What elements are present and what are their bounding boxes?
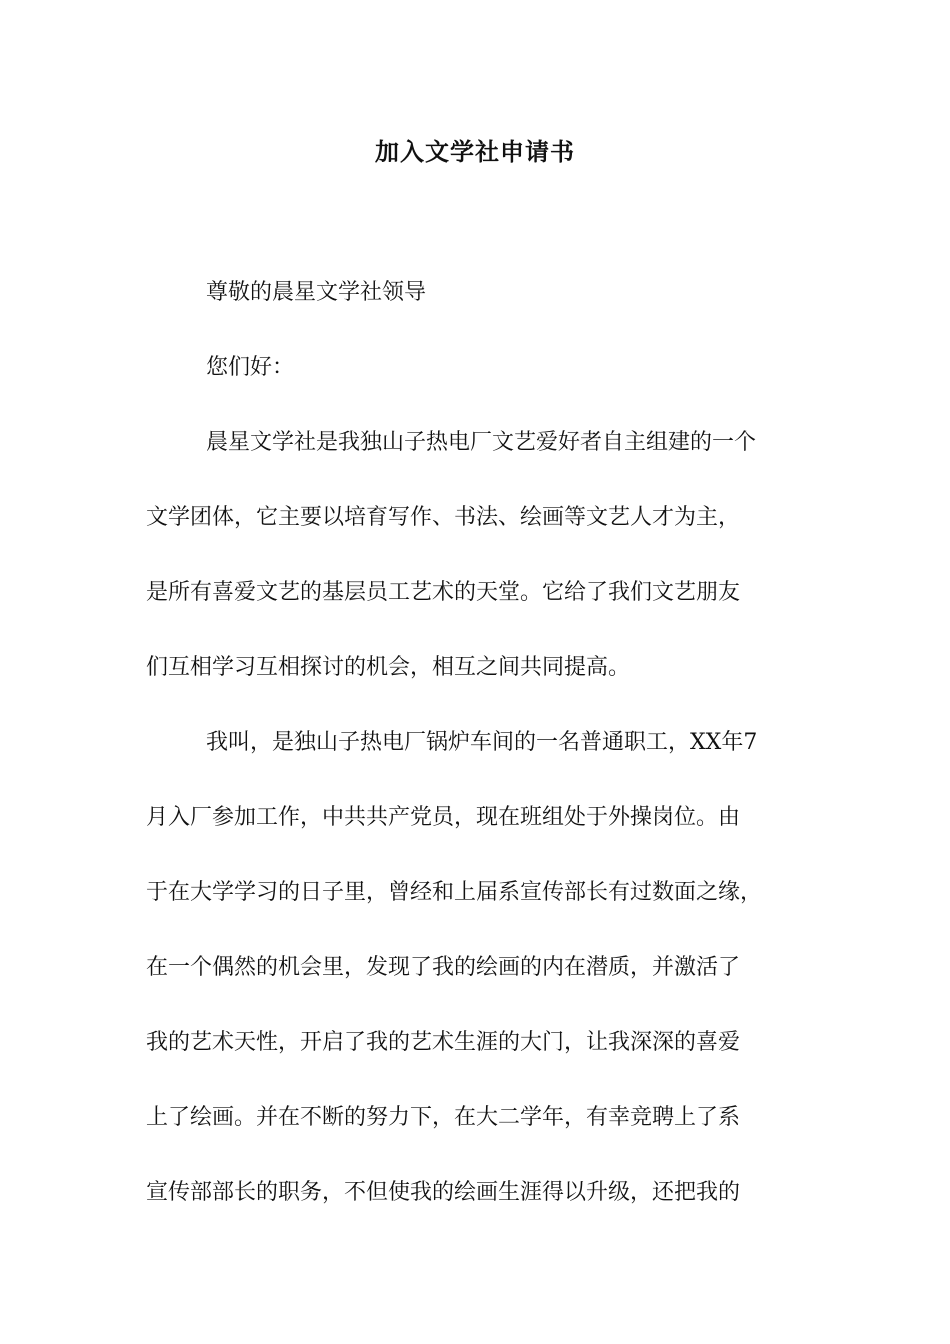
paragraph1-line: 文学团体，它主要以培育写作、书法、绘画等文艺人才为主，: [146, 505, 741, 530]
paragraph2-line: 在一个偶然的机会里，发现了我的绘画的内在潜质，并激活了: [146, 955, 741, 980]
paragraph2-line: 我的艺术天性，开启了我的艺术生涯的大门，让我深深的喜爱: [146, 1030, 741, 1055]
paragraph2-line: 上了绘画。并在不断的努力下，在大二学年，有幸竞聘上了系: [146, 1105, 741, 1130]
document-body: [146, 255, 826, 1230]
paragraph2-line: 宣传部部长的职务，不但使我的绘画生涯得以升级，还把我的: [146, 1180, 741, 1205]
paragraph2-line: 我叫，是独山子热电厂锅炉车间的一名普通职工，XX年7: [206, 730, 758, 755]
greeting-line: 您们好：: [206, 355, 295, 380]
paragraph1-line: 们互相学习互相探讨的机会，相互之间共同提高。: [146, 655, 631, 680]
paragraph1-line: 是所有喜爱文艺的基层员工艺术的天堂。它给了我们文艺朋友: [146, 580, 741, 605]
paragraph1-line: 晨星文学社是我独山子热电厂文艺爱好者自主组建的一个: [206, 430, 757, 455]
salutation-line: 尊敬的晨星文学社领导: [206, 280, 427, 305]
document-title: 加入文学社申请书: [375, 137, 575, 166]
paragraph2-line: 于在大学学习的日子里，曾经和上届系宣传部长有过数面之缘，: [146, 880, 763, 905]
paragraph2-line: 月入厂参加工作，中共共产党员，现在班组处于外操岗位。由: [146, 805, 741, 830]
